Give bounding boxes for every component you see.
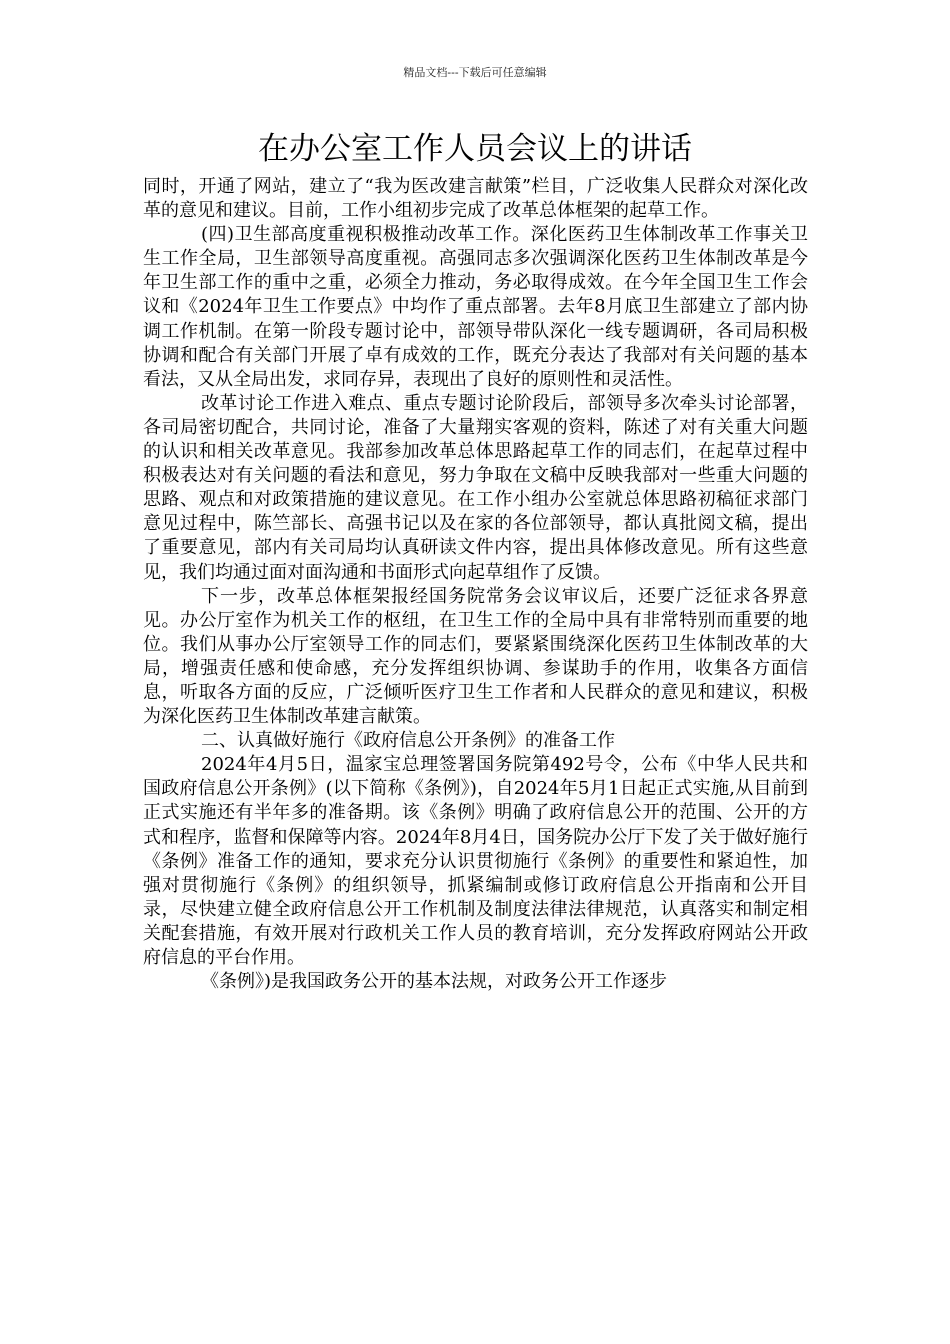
paragraph: 2024年4月5日，温家宝总理签署国务院第492号令，公布《中华人民共和国政府信息公开条例》(以下简称《条例》)，自2024年5月1日起正式实施,从目前到正式实施还有半年多的准备期。该《条例》明确了政府信息公开的范围、公开的方式和程序，监督和保障等内容。2024年8月4日，国务院办公厅下发了关于做好施行《条例》准备工作的通知，要求充分认识贯彻施行《条例》的重要性和紧迫性，加强对贯彻施行《条例》的组织领导，抓紧编制或修订政府信息公开指南和公开目录，尽快建立健全政府信息公开工作机制及制度法律法律规范，认真落实和制定相关配套措施，有效开展对行政机关工作人员的教育培训，充分发挥政府网站公开政府信息的平台作用。	[143, 754, 808, 968]
paragraph: (四)卫生部高度重视积极推动改革工作。深化医药卫生体制改革工作事关卫生工作全局，卫生部领导高度重视。高强同志多次强调深化医药卫生体制改革是今年卫生部工作的重中之重，必须全力推动，务必取得成效。在今年全国卫生工作会议和《2024年卫生工作要点》中均作了重点部署。去年8月底卫生部建立了部内协调工作机制。在第一阶段专题讨论中，部领导带队深化一线专题调研，各司局积极协调和配合有关部门开展了卓有成效的工作，既充分表达了我部对有关问题的基本看法，又从全局出发，求同存异，表现出了良好的原则性和灵活性。	[143, 224, 808, 390]
paragraph: 《条例》)是我国政务公开的基本法规，对政务公开工作逐步	[201, 971, 668, 993]
section-heading: 二、认真做好施行《政府信息公开条例》的准备工作	[201, 730, 615, 752]
paragraph: 改革讨论工作进入难点、重点专题讨论阶段后，部领导多次牵头讨论部署，各司局密切配合，共同讨论，准备了大量翔实客观的资料，陈述了对有关重大问题的认识和相关改革意见。我部参加改革总体思路起草工作的同志们，在起草过程中积极表达对有关问题的看法和意见，努力争取在文稿中反映我部对一些重大问题的思路、观点和对政策措施的建议意见。在工作小组办公室就总体思路初稿征求部门意见过程中，陈竺部长、高强书记以及在家的各位部领导，都认真批阅文稿，提出了重要意见，部内有关司局均认真研读文件内容，提出具体修改意见。所有这些意见，我们均通过面对面沟通和书面形式向起草组作了反馈。	[143, 392, 808, 583]
paragraph: 下一步，改革总体框架报经国务院常务会议审议后，还要广泛征求各界意见。办公厅室作为机关工作的枢纽，在卫生工作的全局中具有非常特别而重要的地位。我们从事办公厅室领导工作的同志们，要紧紧围绕深化医药卫生体制改革的大局，增强责任感和使命感，充分发挥组织协调、参谋助手的作用，收集各方面信息，听取各方面的反应，广泛倾听医疗卫生工作者和人民群众的意见和建议，积极为深化医药卫生体制改革建言献策。	[143, 585, 808, 728]
page-header-note: 精品文档---下载后可任意编辑	[403, 66, 547, 79]
page-title: 在办公室工作人员会议上的讲话	[258, 131, 692, 167]
document-body	[143, 175, 808, 994]
paragraph: 同时，开通了网站，建立了“我为医改建言献策”栏目，广泛收集人民群众对深化改革的意见和建议。目前，工作小组初步完成了改革总体框架的起草工作。	[143, 176, 808, 222]
